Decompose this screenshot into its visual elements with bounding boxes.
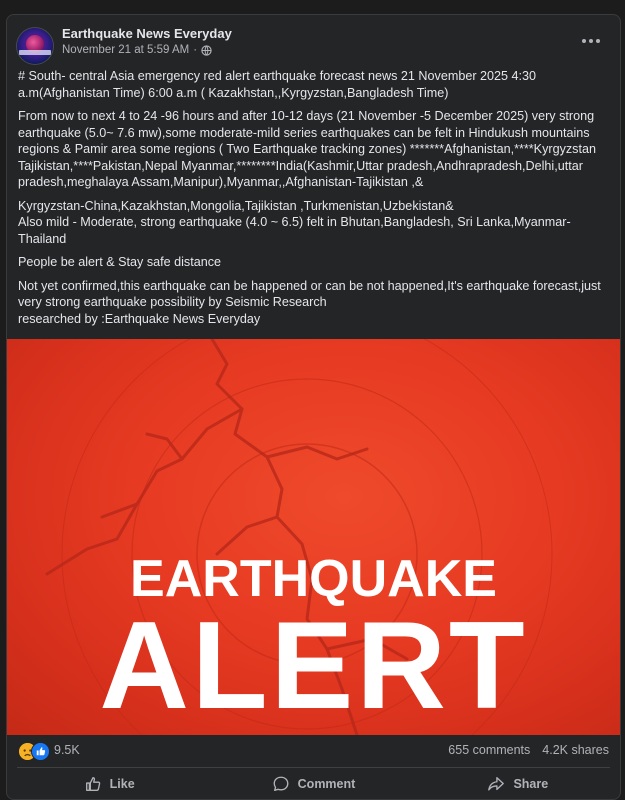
share-label: Share: [513, 776, 549, 791]
globe-icon: [201, 45, 212, 56]
post-actions: [7, 768, 620, 799]
reaction-count[interactable]: 9.5K: [54, 743, 80, 757]
page-name-link[interactable]: Earthquake News Everyday: [62, 26, 232, 41]
post-paragraph: Kyrgyzstan-China,Kazakhstan,Mongolia,Tajikistan ,Turkmenistan,Uzbekistan& Also mild - Moderate, strong earthquake (4.0 ~ 6.5) felt in Bhutan,Bangladesh, Sri Lanka,Myanmar- Thailand: [18, 198, 571, 246]
post-body: [18, 68, 614, 334]
post-meta: [62, 44, 212, 56]
post-paragraph: People be alert & Stay safe distance: [18, 255, 222, 269]
post-image[interactable]: [7, 339, 620, 735]
post-paragraph: Not yet confirmed,this earthquake can be happened or can be not happened,It's earthquake forecast,just very strong earthquake possibility by Seismic Research researched by :Earthquake News Everyday: [18, 278, 601, 326]
like-icon: [84, 775, 102, 793]
image-title-alert: ALERT: [99, 597, 528, 735]
reactions-bar: [7, 735, 620, 763]
reaction-icons[interactable]: [18, 742, 50, 760]
share-button[interactable]: [416, 768, 620, 799]
post-timestamp[interactable]: November 21 at 5:59 AM: [62, 44, 190, 56]
avatar-logo-banner: [19, 50, 51, 55]
like-reaction-icon: [31, 742, 50, 761]
engagement-counts: [448, 743, 609, 757]
comment-icon: [272, 775, 290, 793]
post-card: [6, 14, 621, 800]
shares-count[interactable]: 4.2K shares: [542, 743, 609, 757]
share-icon: [487, 775, 505, 793]
comments-count[interactable]: 655 comments: [448, 743, 531, 757]
like-label: Like: [109, 776, 135, 791]
like-button[interactable]: [7, 768, 211, 799]
post-header: [7, 15, 620, 75]
page-avatar[interactable]: [17, 28, 53, 64]
meta-separator: ·: [193, 44, 198, 56]
post-paragraph: # South- central Asia emergency red alert earthquake forecast news 21 November 2025 4:30 a.m(Afghanistan Time) 6:00 a.m ( Kazakhstan,,Kyrgyzstan,Bangladesh Time): [18, 69, 537, 100]
image-title-earthquake: EARTHQUAKE: [130, 550, 497, 608]
post-paragraph: From now to next 4 to 24 -96 hours and after 10-12 days (21 November -5 December 2025) very strong earthquake (5.0~ 7.6 mw),some moderate-mild series earthquakes can be felt in Hindukush mountains regions & Pamir area some regions ( Two Earthquake tracking zones) *******Afghanistan,****Kyrgyzstan Tajikistan,****Pakistan,Nepal Myanmar,********India(Kashmir,Uttar pradesh,Andhrapradesh,Delhi,uttar pradesh,meghalaya Assam,Manipur),Myanmar,,Afghanistan-Tajikistan ,&: [18, 109, 596, 189]
comment-label: Comment: [297, 776, 356, 791]
more-options-icon[interactable]: [580, 35, 602, 47]
comment-button[interactable]: [211, 768, 415, 799]
